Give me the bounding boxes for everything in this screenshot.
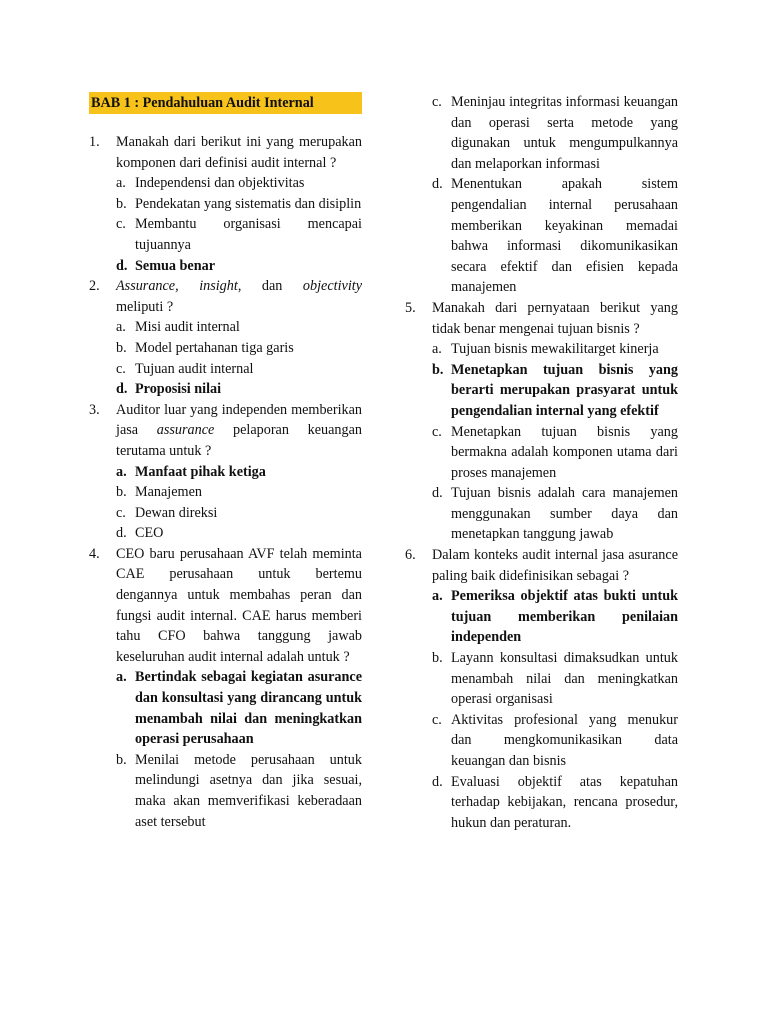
option-text: Layann konsultasi dimaksudkan untuk menambah nilai dan meningkatkan operasi organisasi [451,650,678,708]
option-text: Independensi dan objektivitas [135,175,305,192]
right-column [405,92,678,833]
option-c [116,359,362,380]
option-text: Menetapkan tujuan bisnis yang bermakna adalah komponen utama dari proses manajemen [451,423,678,481]
option-c [432,422,678,484]
option-b-answer [432,360,678,422]
option-c [116,214,362,255]
option-letter: d. [116,381,128,398]
option-text: Membantu organisasi mencapai tujuannya [135,216,362,253]
option-a [116,173,362,194]
option-letter: d. [116,257,128,274]
option-a [432,339,678,360]
option-letter: a. [116,669,127,686]
question-text: Dalam konteks audit internal jasa asurance paling baik didefinisikan sebagai ? [432,547,678,584]
question-term: objectivity [302,278,363,295]
option-letter: b. [116,339,127,356]
question-text [116,276,362,297]
question-number: 5. [405,299,416,316]
question-term: assurance [156,422,215,439]
option-d [432,483,678,545]
option-a [116,317,362,338]
option-text: Evaluasi objektif atas kepatuhan terhadap kebijakan, rencana prosedur, hukun dan peraturan. [451,773,678,831]
option-letter: a. [432,341,442,358]
question-text-part: pelaporan keuangan terutama untuk ? [116,422,363,459]
option-text: Menilai metode perusahaan untuk melindungi asetnya dan jika sesuai, maka akan memverifikasi keberadaan aset tersebut [135,751,362,830]
option-d [432,772,678,834]
question-number: 1. [89,134,100,150]
option-text: Menetapkan tujuan bisnis yang berarti merupakan prasyarat untuk pengendalian internal yang efektif [451,361,678,419]
option-text: Menentukan apakah sistem pengendalian internal perusahaan memberikan keyakinan memadai bahwa informasi dikomunikasikan secara efektif dan efisien kepada manajemen [451,176,678,296]
question-number: 3. [89,401,100,418]
option-text: Tujuan bisnis adalah cara manajemen menggunakan sumber daya dan menetapkan tanggung jawab [451,485,678,543]
option-a-answer [116,667,362,749]
option-d [116,523,362,544]
option-text: Model pertahanan tiga garis [135,339,294,356]
option-letter: c. [116,504,126,521]
question-3 [89,400,362,544]
question-text-part: , dan [237,278,283,295]
question-number: 6. [405,547,416,564]
question-text-part: meliputi ? [116,298,174,315]
option-letter: c. [432,94,442,110]
option-b [116,750,362,832]
option-text: Dewan direksi [135,504,218,521]
option-d-answer [116,379,362,400]
option-letter: b. [116,751,127,768]
option-text: Aktivitas profesional yang menukur dan mengkomunikasikan data keuangan dan bisnis [451,711,678,769]
option-letter: b. [432,361,444,378]
option-text: CEO [135,525,164,542]
option-a-answer [116,462,362,483]
option-letter: a. [116,319,126,336]
question-term: Assurance, [116,278,179,295]
question-text: Manakah dari berikut ini yang merupakan komponen dari definisi audit internal ? [116,134,362,171]
question-4-continued [432,92,678,298]
option-letter: d. [432,773,443,790]
question-text [116,400,362,462]
option-text: Proposisi nilai [135,381,222,398]
question-text-part: Auditor luar yang independen memberikan jasa [116,401,362,439]
option-letter: c. [116,216,126,233]
question-number: 4. [89,545,100,562]
option-text: Manfaat pihak ketiga [135,463,266,480]
option-letter: c. [116,360,126,377]
question-number: 2. [89,278,100,295]
option-letter: d. [432,485,443,502]
question-text: Manakah dari pernyataan berikut yang tidak benar mengenai tujuan bisnis ? [432,299,678,337]
question-5 [405,298,678,545]
question-term: insight [199,278,238,295]
option-letter: a. [116,463,127,480]
option-text: Misi audit internal [135,319,240,336]
left-column [89,92,362,832]
option-c [432,710,678,772]
option-a-answer [432,586,678,648]
option-text: Pemeriksa objektif atas bukti untuk tujuan memberikan penilaian independen [451,588,678,646]
option-c [432,92,678,174]
option-letter: d. [116,525,127,542]
question-1 [89,132,362,276]
option-letter: b. [116,484,127,501]
option-text: Tujuan bisnis mewakilitarget kinerja [451,341,659,358]
question-4 [89,544,362,832]
option-b [116,338,362,359]
option-d [432,174,678,298]
option-letter: c. [432,711,442,728]
option-letter: b. [116,195,127,212]
option-b [116,482,362,503]
option-letter: a. [432,588,443,605]
option-text: Pendekatan yang sistematis dan disiplin [135,195,362,212]
option-text: Tujuan audit internal [135,360,254,377]
option-d-answer [116,256,362,277]
option-c [116,503,362,524]
option-b [116,194,362,215]
question-2 [89,276,362,400]
option-letter: d. [432,176,443,193]
option-text: Meninjau integritas informasi keuangan dan operasi serta metode yang digunakan untuk mengumpulkannya dan melaporkan informasi [451,94,678,172]
option-text: Manajemen [135,484,202,501]
question-6 [405,545,678,833]
option-letter: b. [432,650,443,667]
option-text: Semua benar [135,257,216,274]
option-letter: c. [432,423,442,440]
question-text: CEO baru perusahaan AVF telah meminta CAE perusahaan untuk bertemu dengannya untuk membahas peran dan fungsi audit internal. CAE harus memberi tahu CFO bahwa tanggung jawab keseluruhan audit internal adalah untuk ? [116,545,362,665]
chapter-heading: BAB 1 : Pendahuluan Audit Internal [89,92,362,114]
option-text: Bertindak sebagai kegiatan asurance dan konsultasi yang dirancang untuk menambah nilai dan meningkatkan operasi perusahaan [135,669,362,748]
option-b [432,648,678,710]
option-letter: a. [116,175,126,192]
